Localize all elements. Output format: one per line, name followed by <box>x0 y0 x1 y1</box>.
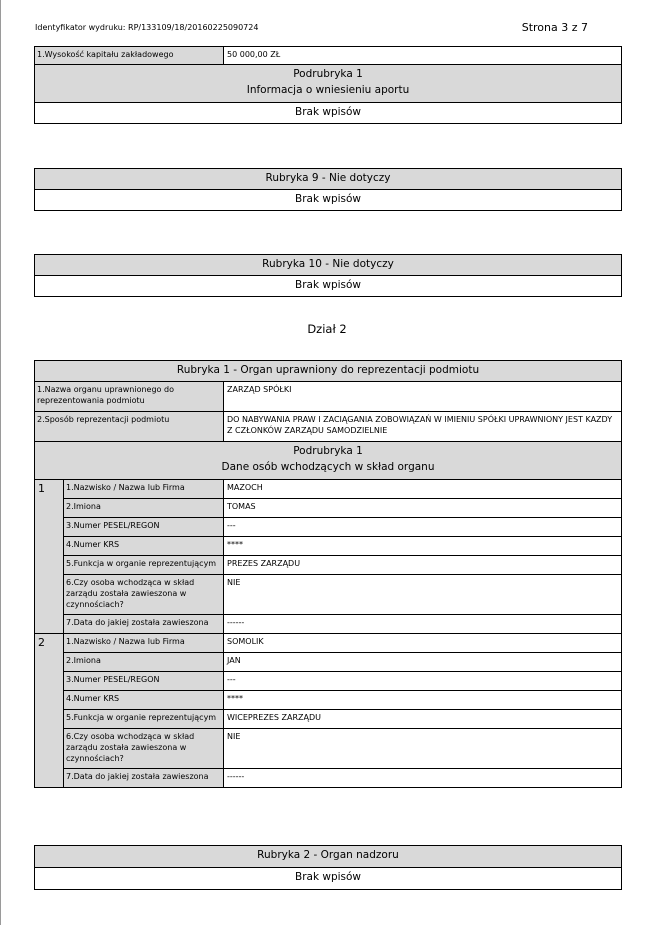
person-row <box>35 729 622 769</box>
names-label: 2.Imiona <box>64 499 224 518</box>
rubric9-empty: Brak wpisów <box>35 190 622 211</box>
aport-empty-text: Brak wpisów <box>35 103 622 124</box>
representation-label: 2.Sposób reprezentacji podmiotu <box>35 412 224 442</box>
person-row <box>35 537 622 556</box>
krs-value: **** <box>224 691 622 710</box>
person-row <box>35 499 622 518</box>
capital-row <box>35 47 622 65</box>
aport-subrubric-line2: Informacja o wniesieniu aportu <box>246 84 410 96</box>
names-value: JAN <box>224 653 622 672</box>
persons-subrubric-line1: Podrubryka 1 <box>293 445 363 457</box>
person-row <box>35 769 622 788</box>
rubric10-table <box>34 254 622 297</box>
representation-row <box>35 412 622 442</box>
organ-label: 1.Nazwa organu uprawnionego do reprezentowania podmiotu <box>35 382 224 412</box>
rubric2-title: Rubryka 2 - Organ nadzoru <box>35 846 622 868</box>
suspension-date-label: 7.Data do jakiej została zawieszona <box>64 769 224 788</box>
function-label: 5.Funkcja w organie reprezentującym <box>64 556 224 575</box>
surname-label: 1.Nazwisko / Nazwa lub Firma <box>64 634 224 653</box>
surname-label: 1.Nazwisko / Nazwa lub Firma <box>64 480 224 499</box>
names-label: 2.Imiona <box>64 653 224 672</box>
person-row <box>35 518 622 537</box>
suspended-label: 6.Czy osoba wchodząca w skład zarządu została zawieszona w czynnościach? <box>64 729 224 769</box>
aport-subrubric-title <box>35 65 622 103</box>
person-number: 2 <box>35 634 64 788</box>
suspended-value: NIE <box>224 729 622 769</box>
pesel-label: 3.Numer PESEL/REGON <box>64 672 224 691</box>
suspension-date-value: ------ <box>224 615 622 634</box>
persons-subrubric-title <box>35 442 622 480</box>
krs-value: **** <box>224 537 622 556</box>
rubric2-empty: Brak wpisów <box>35 868 622 890</box>
person-row <box>35 653 622 672</box>
representation-value: DO NABYWANIA PRAW I ZACIĄGANIA ZOBOWIĄZAŃ W IMIENIU SPÓŁKI UPRAWNIONY JEST KAZDY Z CZŁONKÓW ZARZĄDU SAMODZIELNIE <box>224 412 622 442</box>
rubric1-table <box>34 360 622 788</box>
suspended-value: NIE <box>224 575 622 615</box>
rubric10-title: Rubryka 10 - Nie dotyczy <box>35 255 622 276</box>
persons-subrubric-line2: Dane osób wchodzących w skład organu <box>221 461 435 473</box>
function-value: PREZES ZARZĄDU <box>224 556 622 575</box>
names-value: TOMAS <box>224 499 622 518</box>
person-number: 1 <box>35 480 64 634</box>
suspended-label: 6.Czy osoba wchodząca w skład zarządu została zawieszona w czynnościach? <box>64 575 224 615</box>
person-row <box>35 710 622 729</box>
person-row <box>35 615 622 634</box>
capital-table <box>34 46 622 124</box>
rubric2-table <box>34 845 622 890</box>
section-title: Dział 2 <box>307 322 347 336</box>
rubric10-empty: Brak wpisów <box>35 276 622 297</box>
aport-subrubric-header <box>35 65 622 103</box>
rubric1-title: Rubryka 1 - Organ uprawniony do reprezentacji podmiotu <box>35 361 622 382</box>
surname-value: MAZOCH <box>224 480 622 499</box>
krs-label: 4.Numer KRS <box>64 691 224 710</box>
capital-label: 1.Wysokość kapitału zakładowego <box>35 47 224 65</box>
pesel-value: --- <box>224 518 622 537</box>
person-row <box>35 634 622 653</box>
function-value: WICEPREZES ZARZĄDU <box>224 710 622 729</box>
aport-subrubric-line1: Podrubryka 1 <box>293 68 363 80</box>
surname-value: SOMOLIK <box>224 634 622 653</box>
function-label: 5.Funkcja w organie reprezentującym <box>64 710 224 729</box>
organ-row <box>35 382 622 412</box>
person-row <box>35 672 622 691</box>
persons-subrubric-header <box>35 442 622 480</box>
rubric9-table <box>34 168 622 211</box>
suspension-date-value: ------ <box>224 769 622 788</box>
person-row <box>35 575 622 615</box>
page-left-border <box>0 0 1 925</box>
capital-value: 50 000,00 ZŁ <box>224 47 622 65</box>
person-row <box>35 556 622 575</box>
person-row <box>35 691 622 710</box>
pesel-label: 3.Numer PESEL/REGON <box>64 518 224 537</box>
pesel-value: --- <box>224 672 622 691</box>
page-number: Strona 3 z 7 <box>521 21 588 34</box>
aport-empty-row <box>35 103 622 124</box>
print-identifier: Identyfikator wydruku: RP/133109/18/20160225090724 <box>35 23 259 32</box>
person-row <box>35 480 622 499</box>
krs-label: 4.Numer KRS <box>64 537 224 556</box>
organ-value: ZARZĄD SPÓŁKI <box>224 382 622 412</box>
suspension-date-label: 7.Data do jakiej została zawieszona <box>64 615 224 634</box>
rubric9-title: Rubryka 9 - Nie dotyczy <box>35 169 622 190</box>
